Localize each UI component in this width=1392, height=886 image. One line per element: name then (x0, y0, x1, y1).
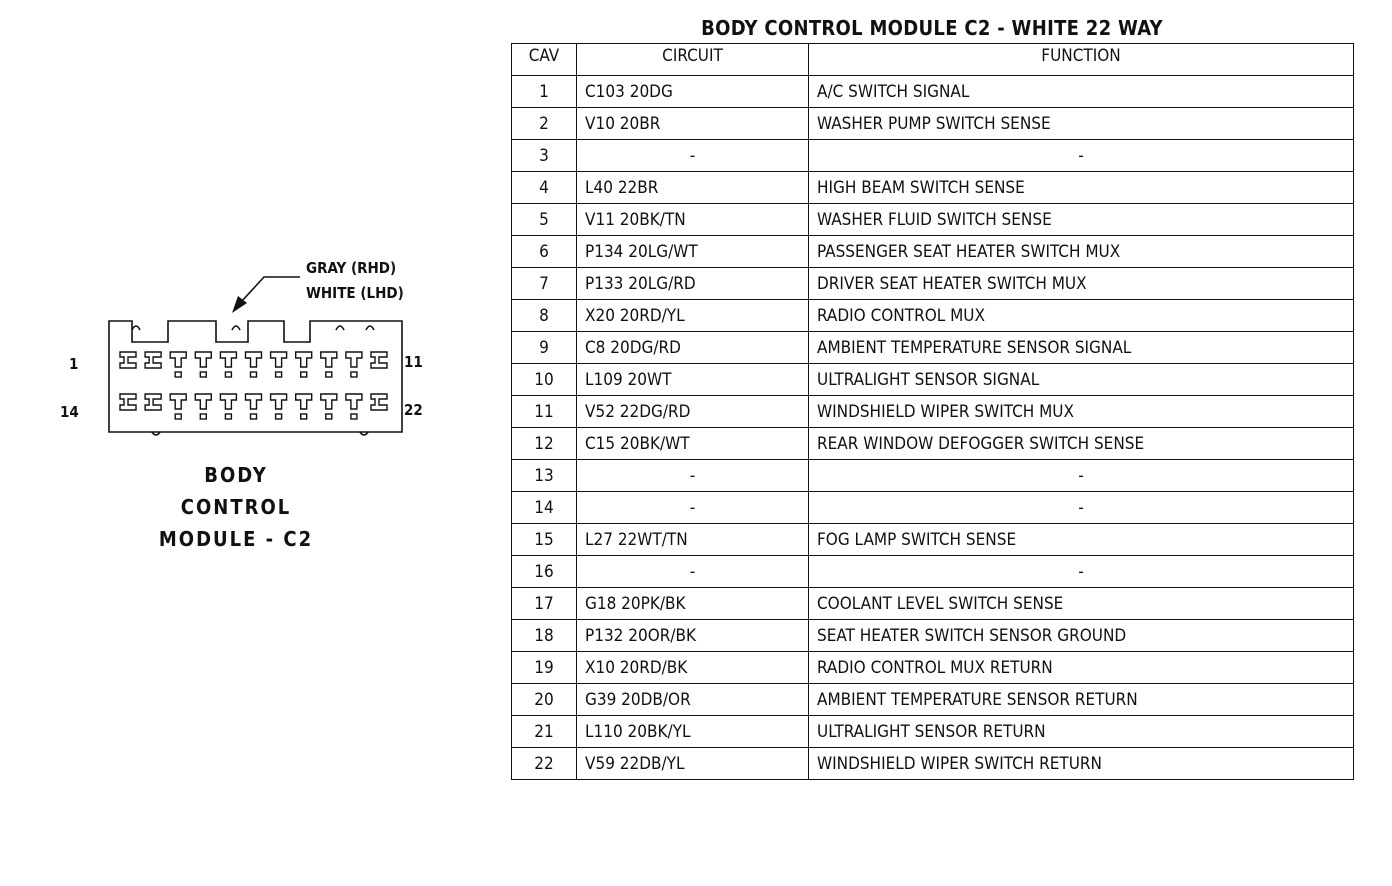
function-cell: A/C SWITCH SIGNAL (809, 76, 1354, 108)
pin-row-bottom (120, 394, 387, 419)
function-cell: WASHER FLUID SWITCH SENSE (809, 204, 1354, 236)
pin-cavity (296, 352, 312, 377)
cav-cell: 12 (512, 428, 577, 460)
pin-cavity (195, 352, 211, 377)
pin-cavity (271, 394, 287, 419)
cav-cell: 6 (512, 236, 577, 268)
table-row (512, 492, 1354, 524)
function-cell: SEAT HEATER SWITCH SENSOR GROUND (809, 620, 1354, 652)
connector-housing (109, 321, 402, 435)
pin-cavity (346, 394, 362, 419)
table-row (512, 300, 1354, 332)
function-cell: COOLANT LEVEL SWITCH SENSE (809, 588, 1354, 620)
cav-cell: 21 (512, 716, 577, 748)
cav-cell: 8 (512, 300, 577, 332)
table-row (512, 556, 1354, 588)
table-row (512, 172, 1354, 204)
circuit-cell: L27 22WT/TN (577, 524, 809, 556)
function-cell: PASSENGER SEAT HEATER SWITCH MUX (809, 236, 1354, 268)
pin-cavity (170, 352, 186, 377)
circuit-cell: G18 20PK/BK (577, 588, 809, 620)
circuit-cell: C103 20DG (577, 76, 809, 108)
cav-cell: 5 (512, 204, 577, 236)
circuit-cell: X10 20RD/BK (577, 652, 809, 684)
circuit-cell: V52 22DG/RD (577, 396, 809, 428)
circuit-cell: P134 20LG/WT (577, 236, 809, 268)
circuit-cell: C8 20DG/RD (577, 332, 809, 364)
cav-cell: 4 (512, 172, 577, 204)
connector-diagram (0, 0, 500, 886)
function-cell: HIGH BEAM SWITCH SENSE (809, 172, 1354, 204)
callout-arrow-icon (232, 277, 300, 313)
pin-label-1: 1 (69, 355, 79, 373)
pin-cavity (371, 394, 387, 410)
callout-line-1: GRAY (RHD) (306, 259, 397, 277)
function-cell: - (809, 556, 1354, 588)
circuit-cell: L110 20BK/YL (577, 716, 809, 748)
circuit-cell: V10 20BR (577, 108, 809, 140)
table-row (512, 332, 1354, 364)
header-cav: CAV (512, 44, 577, 76)
pin-cavity (246, 394, 262, 419)
cav-cell: 19 (512, 652, 577, 684)
table-row (512, 588, 1354, 620)
cav-cell: 9 (512, 332, 577, 364)
table-row (512, 204, 1354, 236)
circuit-cell: - (577, 492, 809, 524)
cav-cell: 13 (512, 460, 577, 492)
table-row (512, 108, 1354, 140)
circuit-cell: - (577, 556, 809, 588)
function-cell: WINDSHIELD WIPER SWITCH RETURN (809, 748, 1354, 780)
header-function: FUNCTION (809, 44, 1354, 76)
table-header-row (512, 44, 1354, 76)
function-cell: RADIO CONTROL MUX RETURN (809, 652, 1354, 684)
function-cell: RADIO CONTROL MUX (809, 300, 1354, 332)
pin-cavity (246, 352, 262, 377)
cav-cell: 10 (512, 364, 577, 396)
function-cell: AMBIENT TEMPERATURE SENSOR SIGNAL (809, 332, 1354, 364)
caption-line-3: MODULE - C2 (158, 527, 314, 551)
pin-cavity (120, 352, 136, 368)
circuit-cell: - (577, 140, 809, 172)
pin-cavity (321, 394, 337, 419)
circuit-cell: - (577, 460, 809, 492)
caption-line-1: BODY (204, 463, 268, 487)
header-circuit: CIRCUIT (577, 44, 809, 76)
table-row (512, 364, 1354, 396)
pin-cavity (195, 394, 211, 419)
circuit-cell: V11 20BK/TN (577, 204, 809, 236)
function-cell: - (809, 460, 1354, 492)
function-cell: - (809, 492, 1354, 524)
table-row (512, 716, 1354, 748)
cav-cell: 22 (512, 748, 577, 780)
pin-label-14: 14 (60, 403, 79, 421)
function-cell: WINDSHIELD WIPER SWITCH MUX (809, 396, 1354, 428)
cav-cell: 1 (512, 76, 577, 108)
table-row (512, 652, 1354, 684)
function-cell: ULTRALIGHT SENSOR RETURN (809, 716, 1354, 748)
table-row (512, 524, 1354, 556)
cav-cell: 2 (512, 108, 577, 140)
pin-row-top (120, 352, 387, 377)
table-row (512, 76, 1354, 108)
circuit-cell: X20 20RD/YL (577, 300, 809, 332)
pin-cavity (145, 394, 161, 410)
function-cell: REAR WINDOW DEFOGGER SWITCH SENSE (809, 428, 1354, 460)
function-cell: ULTRALIGHT SENSOR SIGNAL (809, 364, 1354, 396)
pin-cavity (120, 394, 136, 410)
cav-cell: 16 (512, 556, 577, 588)
pin-label-11: 11 (404, 353, 423, 371)
function-cell: FOG LAMP SWITCH SENSE (809, 524, 1354, 556)
function-cell: AMBIENT TEMPERATURE SENSOR RETURN (809, 684, 1354, 716)
table-row (512, 684, 1354, 716)
cav-cell: 17 (512, 588, 577, 620)
pin-cavity (371, 352, 387, 368)
circuit-cell: G39 20DB/OR (577, 684, 809, 716)
table-row (512, 236, 1354, 268)
circuit-cell: P133 20LG/RD (577, 268, 809, 300)
table-row (512, 748, 1354, 780)
pin-cavity (220, 394, 236, 419)
pin-cavity (296, 394, 312, 419)
caption-line-2: CONTROL (180, 495, 292, 519)
table-row (512, 396, 1354, 428)
cav-cell: 14 (512, 492, 577, 524)
cav-cell: 11 (512, 396, 577, 428)
table-row (512, 268, 1354, 300)
cav-cell: 7 (512, 268, 577, 300)
cav-cell: 3 (512, 140, 577, 172)
circuit-cell: L40 22BR (577, 172, 809, 204)
callout-line-2: WHITE (LHD) (306, 284, 404, 302)
function-cell: WASHER PUMP SWITCH SENSE (809, 108, 1354, 140)
table-row (512, 460, 1354, 492)
table-row (512, 140, 1354, 172)
cav-cell: 15 (512, 524, 577, 556)
pin-cavity (220, 352, 236, 377)
circuit-cell: P132 20OR/BK (577, 620, 809, 652)
pin-cavity (145, 352, 161, 368)
table-row (512, 620, 1354, 652)
table-title: BODY CONTROL MODULE C2 - WHITE 22 WAY (701, 16, 1163, 40)
pinout-table (511, 43, 1354, 780)
cav-cell: 20 (512, 684, 577, 716)
circuit-cell: C15 20BK/WT (577, 428, 809, 460)
function-cell: - (809, 140, 1354, 172)
pin-label-22: 22 (404, 401, 423, 419)
circuit-cell: V59 22DB/YL (577, 748, 809, 780)
pin-cavity (170, 394, 186, 419)
table-row (512, 428, 1354, 460)
pin-cavity (271, 352, 287, 377)
cav-cell: 18 (512, 620, 577, 652)
function-cell: DRIVER SEAT HEATER SWITCH MUX (809, 268, 1354, 300)
pin-cavity (346, 352, 362, 377)
circuit-cell: L109 20WT (577, 364, 809, 396)
pin-cavity (321, 352, 337, 377)
